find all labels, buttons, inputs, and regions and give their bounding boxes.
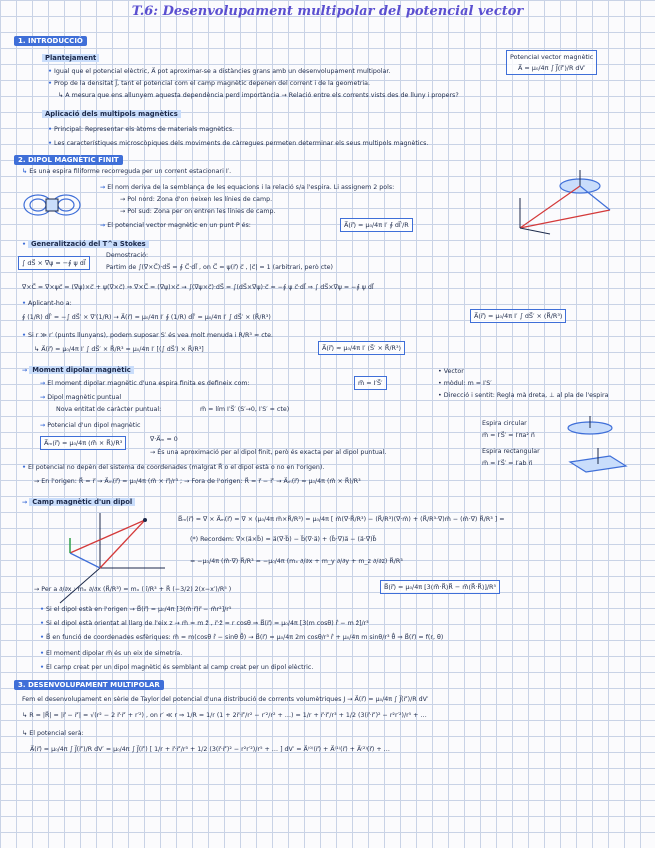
moment-note-direccio: • Direcció i sentit: Regla mà dreta, ⊥ al pla de l'espira bbox=[438, 392, 609, 399]
subheading-aplicacio: Aplicació dels multipols magnètics bbox=[42, 110, 181, 118]
dipol-line-4: → El potencial vector magnètic en un punt P és: bbox=[100, 222, 251, 229]
dipol-line-1: → El nom deriva de la semblança de les equacions i la relació s/a l'espira. Li assignem 2 pols: bbox=[100, 184, 395, 191]
camp-origin-line: • Si el dipol està en l'origen → B⃗(r⃗) = μ₀/4π [3(m⃗·r⃗)r⃗ − m⃗r²]/r⁵ bbox=[40, 606, 232, 613]
aplicant-result-box: A⃗(r⃗) = μ₀/4π I′ ∫ dS⃗′ × (R⃗/R³) bbox=[470, 309, 566, 323]
multipol-line-2: ↳ R = |R⃗| = |r⃗ − r⃗′| = √(r² − 2 r⃗·r⃗′ + r′²) , on r′ ≪ r ⇒ 1/R = 1/r (1 + 2r⃗·r⃗′/r² − r′²/r² + …) = 1/r + r⃗·r⃗′/r³ + 1/2 (3(r⃗·r⃗′)² − r²r′²)/r⁵ + … bbox=[22, 712, 427, 719]
dipol-potential-box: A⃗(r⃗) = μ₀/4π I′ ∮ dl⃗′/R bbox=[340, 218, 413, 232]
vector-potential-box bbox=[506, 50, 597, 75]
dipol-def-line: ↳ Es una espira filiforme recorreguda per un corrent estacionari I′. bbox=[22, 168, 232, 175]
potencial-note: → És una aproximació per al dipol finit, però és exacta per al dipol puntual. bbox=[150, 449, 387, 456]
multipol-line-4: A⃗(r⃗) = μ₀/4π ∫ J⃗(r⃗′)/R dV′ = μ₀/4π ∫ J⃗(r⃗′) [ 1/r + r⃗·r⃗′/r³ + 1/2 (3(r⃗·r⃗′)² − r²r′²)/r⁵ + … ] dV′ = A⃗⁽⁰⁾(r⃗) + A⃗⁽¹⁾(r⃗) + A⃗⁽²⁾(r⃗) + … bbox=[30, 746, 390, 753]
camp-analogy-line: • El camp creat per un dipol magnètic és semblant al camp creat per un dipol elèctric. bbox=[40, 664, 314, 671]
aplicant-eq: ∮ (1/R) dl⃗′ = −∫ dS⃗′ × ∇⃗′(1/R) → A⃗(r⃗) = μ₀/4π I′ ∮ (1/R) dl⃗′ = μ₀/4π I′ ∫ dS⃗′ × (R⃗/R³) bbox=[22, 314, 271, 321]
dipol-north-pole: → Pol nord: Zona d'on neixen les línies de camp. bbox=[120, 196, 273, 203]
aplic-line-2: • Les característiques microscòpiques dels moviments de càrregues permeten determinar els seus multipols magnètics. bbox=[48, 140, 429, 147]
camp-recordem: (*) Recordem: ∇⃗×(a⃗×b⃗) = a⃗(∇⃗·b⃗) − b⃗(∇⃗·a⃗) + (b⃗·∇⃗)a⃗ − (a⃗·∇⃗)b⃗ bbox=[190, 536, 377, 543]
far-field-eq: ↳ A⃗(r⃗) = μ₀/4π I′ ∫ dS⃗′ × R⃗/R³ = μ₀/4π I′ [(∫ dS⃗′) × R⃗/R³] bbox=[34, 346, 204, 353]
stokes-label-line: • Generalització del T^a Stokes bbox=[22, 240, 149, 249]
moment-line-1: → El moment dipolar magnètic d'una espira finita es defineix com: bbox=[40, 380, 250, 387]
aplic-line-1: • Principal: Representar els àtoms de materials magnètics. bbox=[48, 126, 235, 133]
current-loop-figure bbox=[500, 168, 620, 238]
camp-result-box: B⃗(r⃗) = μ₀/4π [3(m⃗·R⃗)R⃗ − m⃗(R⃗·R⃗)]/R⁵ bbox=[380, 580, 500, 594]
section-heading-1: 1. INTRODUCCIÓ bbox=[14, 36, 87, 46]
espira-circular-eq: m⃗ = I′S⃗′ = I′πa² n⃗ bbox=[482, 432, 535, 439]
dipole-field-lines-figure bbox=[18, 185, 86, 225]
camp-label-line: → Camp magnètic d'un dipol bbox=[22, 498, 135, 507]
section-heading-3: 3. DESENVOLUPAMENT MULTIPOLAR bbox=[14, 680, 164, 690]
dipol-south-pole: → Pol sud: Zona per on entren les línies de camp. bbox=[120, 208, 276, 215]
espira-sketch bbox=[560, 416, 640, 476]
espira-rect-label: Espira rectangular bbox=[482, 448, 540, 455]
section-heading-2: 2. DIPOL MAGNÈTIC FINIT bbox=[14, 155, 123, 165]
camp-eq-2: = −μ₀/4π (m⃗·∇⃗) R⃗/R³ = −μ₀/4π (mₓ ∂/∂x + m_y ∂/∂y + m_z ∂/∂z) R⃗/R³ bbox=[190, 558, 403, 565]
aplicant-label: • Aplicant-ho a: bbox=[22, 300, 72, 307]
demonstracio-line-1: Partim de ∫(∇⃗×C⃗)·dS⃗ = ∮ C⃗·dl⃗ , on C⃗ = ψ(r⃗) c⃗ , |c⃗| = 1 (arbitrari, però cte) bbox=[106, 264, 333, 271]
potencial-origin-line: → En l'origen: R⃗ = r⃗ → A⃗ₘ(r⃗) = μ₀/4π (m⃗ × r⃗)/r³ ; → Fora de l'origen: R⃗ = r⃗ − r⃗′ → A⃗ₘ(r⃗) = μ₀/4π (m⃗ × R⃗)/R³ bbox=[34, 478, 361, 485]
stokes-label: Generalització del T^a Stokes bbox=[28, 240, 149, 248]
subheading-plantejament: Plantejament bbox=[42, 54, 99, 62]
potencial-dipol-box: A⃗ₘ(r⃗) = μ₀/4π (m⃗ × R⃗)/R³ bbox=[40, 436, 126, 450]
camp-label: Camp magnètic d'un dipol bbox=[29, 498, 135, 506]
far-field-result-box: A⃗(r⃗) ≈ μ₀/4π I′ (S⃗′ × R⃗/R³) bbox=[318, 341, 405, 355]
intro-line-1: • Igual que el potencial elèctric, A⃗ pot aproximar-se a distàncies grans amb un desenvolupament multipolar. bbox=[48, 68, 391, 75]
potencial-coords-line: • El potencial no depèn del sistema de coordenades (malgrat R⃗ o el dipol està o no en l'origen). bbox=[22, 464, 325, 471]
intro-line-3: ↳ A mesura que ens allunyem aquesta dependència perd importància → Relació entre els corrents vists des de lluny i propers? bbox=[58, 92, 459, 99]
moment-label: Moment dipolar magnètic bbox=[29, 366, 134, 374]
espira-circular-label: Espira circular bbox=[482, 420, 527, 427]
puntual-line: Nova entitat de caràcter puntual: bbox=[56, 406, 162, 413]
multipol-line-1: Fem el desenvolupament en sèrie de Taylor del potencial d'una distribució de corrents volumètriques J → A⃗(r⃗) = μ₀/4π ∫ J⃗(r⃗′)/R dV′ bbox=[22, 696, 429, 703]
multipol-line-3: ↳ El potencial serà: bbox=[22, 730, 84, 737]
stokes-box: ∫ dS⃗ × ∇⃗ψ = −∮ ψ dl⃗ bbox=[18, 256, 90, 270]
moment-note-vector: • Vector bbox=[438, 368, 464, 375]
moment-def-box: m⃗ = I′S⃗′ bbox=[354, 376, 387, 390]
potencial-dipol-label: → Potencial d'un dipol magnètic bbox=[40, 422, 141, 429]
page-title: T.6: Desenvolupament multipolar del potencial vector bbox=[131, 4, 524, 19]
far-field-line: • Si r ≫ r′ (punts llunyans), podem suposar S′ és vea molt menuda i R/R³ ≈ cte. bbox=[22, 332, 274, 339]
moment-label-line: → Moment dipolar magnètic bbox=[22, 366, 134, 375]
camp-symmetry-line: • El moment dipolar m⃗ és un eix de simetria. bbox=[40, 650, 183, 657]
camp-eq-1: B⃗ₘ(r⃗) = ∇⃗ × A⃗ₘ(r⃗) = ∇⃗ × (μ₀/4π m⃗×R⃗/R³) = μ₀/4π [ m⃗(∇⃗·R⃗/R³) − (R⃗/R³)(∇⃗·m⃗) + (R⃗/R³·∇⃗)m⃗ − (m⃗·∇⃗) R⃗/R³ ] = bbox=[178, 516, 505, 523]
moment-note-modul: • mòdul: m = I′S′ bbox=[438, 380, 492, 387]
camp-z-axis-line: • Si el dipol està orientat al llarg de l'eix z → m⃗ = m ẑ , r⃗·ẑ = r cosθ ⇒ B⃗(r⃗) = μ₀/4π [3(m cosθ) r̂ − m ẑ]/r³ bbox=[40, 620, 369, 627]
camp-spherical-line: • B⃗ en funció de coordenades esfèriques: m⃗ = m(cosθ r̂ − sinθ θ̂) → B⃗(r⃗) = μ₀/4π 2m cosθ/r³ r̂ + μ₀/4π m sinθ/r³ θ̂ ⇒ B⃗(r⃗) = f(r, θ) bbox=[40, 634, 444, 641]
espira-rect-eq: m⃗ = I′S⃗′ = I′ab n⃗ bbox=[482, 460, 533, 467]
demonstracio-label: Demostració: bbox=[106, 252, 149, 259]
demonstracio-line-2: ∇⃗×C⃗ = ∇⃗×ψc⃗ = (∇⃗ψ)×c⃗ + ψ(∇⃗×c⃗) ⇒ ∇⃗×C⃗ = (∇⃗ψ)×c⃗ ⇝ ∫(∇⃗ψ×c⃗)·dS⃗ = ∫(dS⃗×∇⃗ψ)·c⃗ = −∮ ψ c⃗·dl⃗ ⇒ ∫ dS⃗×∇⃗ψ = −∮ ψ dl⃗ bbox=[22, 284, 374, 291]
puntual-label: → Dipol magnètic puntual bbox=[40, 394, 122, 401]
camp-per-line: → Per a ∂/∂x : mₓ ∂/∂x (R⃗/R³) = mₓ ( î/R³ + R⃗ (−3/2) 2(x−x′)/R⁵ ) bbox=[34, 586, 232, 593]
vector-potential-box-eq: A⃗ = μ₀/4π ∫ J⃗(r⃗′)/R dV′ bbox=[517, 64, 586, 72]
puntual-eq: m⃗ = lím I′S⃗′ (S′→0, I′S′ = cte) bbox=[200, 406, 290, 413]
intro-line-2: • Prop de la densitat J⃗, tant el potencial com el camp magnètic depenen del corrent i de la geometria. bbox=[48, 80, 370, 87]
vector-potential-box-title: Potencial vector magnètic bbox=[510, 53, 594, 61]
potencial-divergence: ∇⃗·A⃗ₘ = 0 bbox=[150, 436, 178, 443]
